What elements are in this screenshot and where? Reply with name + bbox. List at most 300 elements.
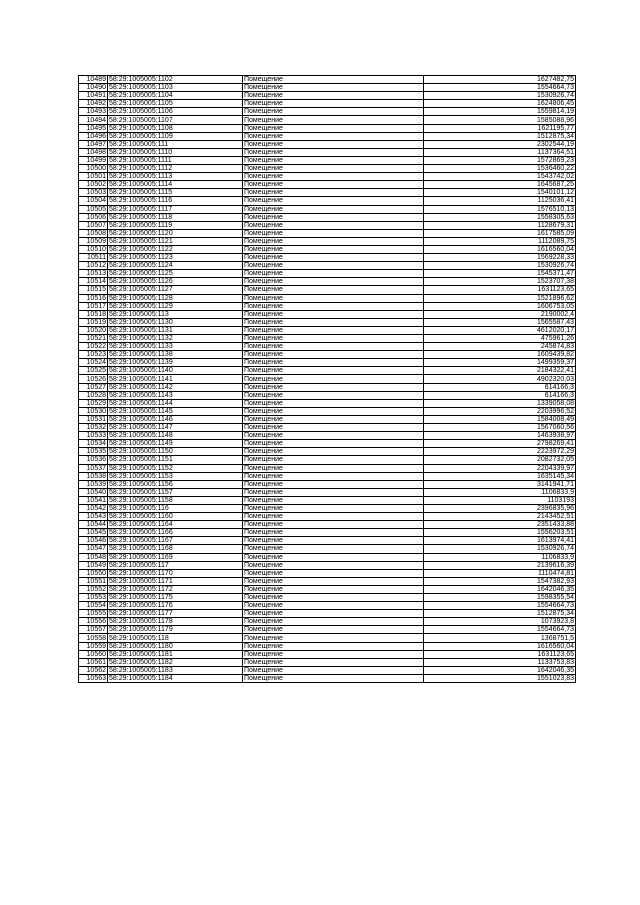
object-type-cell: Помещение [243,545,424,553]
cadastral-number-cell: 58:29:1005005:1144 [108,399,243,407]
cadastral-value-cell: 2223972,29 [424,448,576,456]
cadastral-number-cell: 58:29:1005005:1138 [108,351,243,359]
row-number-cell: 10495 [79,124,108,132]
table-row [79,521,576,529]
row-number-cell: 10503 [79,189,108,197]
object-type-cell: Помещение [243,407,424,415]
table-row [79,658,576,666]
cadastral-number-cell: 58:29:1005005:1127 [108,286,243,294]
cadastral-number-cell: 58:29:1005005:1120 [108,229,243,237]
object-type-cell: Помещение [243,156,424,164]
cadastral-value-cell: 1368751,5 [424,634,576,642]
cadastral-number-cell: 58:29:1005005:1148 [108,432,243,440]
cadastral-value-cell: 2204339,97 [424,464,576,472]
table-row [79,472,576,480]
cadastral-number-cell: 58:29:1005005:1119 [108,221,243,229]
row-number-cell: 10490 [79,84,108,92]
cadastral-number-cell: 58:29:1005005:1160 [108,513,243,521]
object-type-cell: Помещение [243,569,424,577]
object-type-cell: Помещение [243,76,424,84]
object-type-cell: Помещение [243,221,424,229]
row-number-cell: 10517 [79,302,108,310]
cadastral-value-cell: 1567060,56 [424,424,576,432]
row-number-cell: 10497 [79,140,108,148]
cadastral-number-cell: 58:29:1005005:1115 [108,189,243,197]
table-row [79,504,576,512]
table-row [79,318,576,326]
table-row [79,666,576,674]
object-type-cell: Помещение [243,108,424,116]
cadastral-value-cell: 1642046,35 [424,585,576,593]
object-type-cell: Помещение [243,302,424,310]
table-row [79,561,576,569]
row-number-cell: 10528 [79,391,108,399]
table-row [79,181,576,189]
cadastral-number-cell: 58:29:1005005:1146 [108,415,243,423]
table-row [79,270,576,278]
table-row [79,602,576,610]
cadastral-number-cell: 58:29:1005005:1180 [108,642,243,650]
row-number-cell: 10494 [79,116,108,124]
cadastral-value-cell: 1554664,73 [424,602,576,610]
row-number-cell: 10544 [79,521,108,529]
cadastral-value-cell: 1585088,96 [424,116,576,124]
object-type-cell: Помещение [243,173,424,181]
cadastral-value-cell: 2139616,39 [424,561,576,569]
object-type-cell: Помещение [243,594,424,602]
table-row [79,294,576,302]
cadastral-number-cell: 58:29:1005005:1141 [108,375,243,383]
cadastral-value-cell: 4902320,03 [424,375,576,383]
object-type-cell: Помещение [243,472,424,480]
cadastral-number-cell: 58:29:1005005:1105 [108,100,243,108]
cadastral-value-cell: 1584008,49 [424,415,576,423]
cadastral-value-cell: 1642046,35 [424,666,576,674]
row-number-cell: 10555 [79,610,108,618]
cadastral-number-cell: 58:29:1005005:1125 [108,270,243,278]
row-number-cell: 10510 [79,245,108,253]
object-type-cell: Помещение [243,140,424,148]
cadastral-number-cell: 58:29:1005005:1111 [108,156,243,164]
row-number-cell: 10524 [79,359,108,367]
object-type-cell: Помещение [243,634,424,642]
cadastral-number-cell: 58:29:1005005:1166 [108,529,243,537]
cadastral-number-cell: 58:29:1005005:1118 [108,213,243,221]
cadastral-value-cell: 1621195,77 [424,124,576,132]
cadastral-value-cell: 1073923,8 [424,618,576,626]
table-row [79,618,576,626]
table-row [79,262,576,270]
cadastral-number-cell: 58:29:1005005:116 [108,504,243,512]
cadastral-number-cell: 58:29:1005005:1178 [108,618,243,626]
table-row [79,116,576,124]
cadastral-value-cell: 1463938,97 [424,432,576,440]
cadastral-value-cell: 3141941,71 [424,480,576,488]
table-row [79,335,576,343]
cadastral-number-cell: 58:29:1005005:1126 [108,278,243,286]
table-row [79,221,576,229]
object-type-cell: Помещение [243,521,424,529]
cadastral-value-cell: 1627482,75 [424,76,576,84]
cadastral-value-cell: 1512875,34 [424,132,576,140]
row-number-cell: 10557 [79,626,108,634]
row-number-cell: 10537 [79,464,108,472]
row-number-cell: 10562 [79,666,108,674]
row-number-cell: 10534 [79,440,108,448]
table-row [79,585,576,593]
cadastral-value-cell: 2143452,51 [424,513,576,521]
cadastral-value-cell: 1545371,47 [424,270,576,278]
row-number-cell: 10542 [79,504,108,512]
row-number-cell: 10491 [79,92,108,100]
row-number-cell: 10530 [79,407,108,415]
cadastral-number-cell: 58:29:1005005:1130 [108,318,243,326]
table-row [79,569,576,577]
cadastral-value-cell: 1598355,54 [424,594,576,602]
row-number-cell: 10506 [79,213,108,221]
table-row [79,326,576,334]
object-type-cell: Помещение [243,602,424,610]
cadastral-number-cell: 58:29:1005005:1109 [108,132,243,140]
table-row [79,189,576,197]
row-number-cell: 10545 [79,529,108,537]
table-row [79,464,576,472]
table-row [79,642,576,650]
row-number-cell: 10508 [79,229,108,237]
table-row [79,359,576,367]
object-type-cell: Помещение [243,116,424,124]
cadastral-value-cell: 1512875,34 [424,610,576,618]
object-type-cell: Помещение [243,278,424,286]
row-number-cell: 10518 [79,310,108,318]
cadastral-number-cell: 58:29:1005005:1117 [108,205,243,213]
row-number-cell: 10501 [79,173,108,181]
object-type-cell: Помещение [243,84,424,92]
cadastral-number-cell: 58:29:1005005:1143 [108,391,243,399]
cadastral-number-cell: 58:29:1005005:1147 [108,424,243,432]
object-type-cell: Помещение [243,359,424,367]
cadastral-value-cell: 1521896,62 [424,294,576,302]
object-type-cell: Помещение [243,181,424,189]
table-row [79,480,576,488]
row-number-cell: 10519 [79,318,108,326]
table-row [79,132,576,140]
cadastral-value-cell: 1616560,04 [424,642,576,650]
registry-sheet [78,75,576,683]
cadastral-value-cell: 2302544,19 [424,140,576,148]
cadastral-number-cell: 58:29:1005005:1116 [108,197,243,205]
object-type-cell: Помещение [243,488,424,496]
cadastral-number-cell: 58:29:1005005:1183 [108,666,243,674]
table-row [79,254,576,262]
row-number-cell: 10560 [79,650,108,658]
row-number-cell: 10489 [79,76,108,84]
cadastral-value-cell: 614166,3 [424,391,576,399]
object-type-cell: Помещение [243,124,424,132]
cadastral-value-cell: 1499359,37 [424,359,576,367]
cadastral-value-cell: 1339058,08 [424,399,576,407]
object-type-cell: Помещение [243,537,424,545]
table-row [79,140,576,148]
row-number-cell: 10540 [79,488,108,496]
object-type-cell: Помещение [243,375,424,383]
cadastral-number-cell: 58:29:1005005:1133 [108,343,243,351]
cadastral-value-cell: 1617585,09 [424,229,576,237]
table-row [79,448,576,456]
row-number-cell: 10492 [79,100,108,108]
row-number-cell: 10558 [79,634,108,642]
row-number-cell: 10548 [79,553,108,561]
row-number-cell: 10514 [79,278,108,286]
row-number-cell: 10550 [79,569,108,577]
table-row [79,84,576,92]
cadastral-number-cell: 58:29:1005005:1113 [108,173,243,181]
table-row [79,367,576,375]
object-type-cell: Помещение [243,399,424,407]
row-number-cell: 10532 [79,424,108,432]
cadastral-value-cell: 1540101,12 [424,189,576,197]
cadastral-number-cell: 58:29:1005005:117 [108,561,243,569]
row-number-cell: 10547 [79,545,108,553]
row-number-cell: 10522 [79,343,108,351]
object-type-cell: Помещение [243,650,424,658]
table-row [79,399,576,407]
cadastral-number-cell: 58:29:1005005:1122 [108,245,243,253]
object-type-cell: Помещение [243,132,424,140]
cadastral-number-cell: 58:29:1005005:1171 [108,577,243,585]
cadastral-value-cell: 1106833,9 [424,488,576,496]
table-row [79,391,576,399]
cadastral-value-cell: 2203996,52 [424,407,576,415]
object-type-cell: Помещение [243,464,424,472]
row-number-cell: 10499 [79,156,108,164]
object-type-cell: Помещение [243,205,424,213]
row-number-cell: 10559 [79,642,108,650]
object-type-cell: Помещение [243,197,424,205]
table-row [79,302,576,310]
cadastral-number-cell: 58:29:1005005:1177 [108,610,243,618]
table-row [79,100,576,108]
object-type-cell: Помещение [243,626,424,634]
table-row [79,496,576,504]
cadastral-number-cell: 58:29:1005005:1182 [108,658,243,666]
object-type-cell: Помещение [243,262,424,270]
table-row [79,76,576,84]
table-row [79,286,576,294]
row-number-cell: 10535 [79,448,108,456]
cadastral-number-cell: 58:29:1005005:1131 [108,326,243,334]
object-type-cell: Помещение [243,310,424,318]
cadastral-number-cell: 58:29:1005005:1112 [108,165,243,173]
table-row [79,634,576,642]
object-type-cell: Помещение [243,326,424,334]
row-number-cell: 10512 [79,262,108,270]
table-row [79,626,576,634]
cadastral-value-cell: 1110474,81 [424,569,576,577]
cadastral-value-cell: 1106833,9 [424,553,576,561]
cadastral-number-cell: 58:29:1005005:1157 [108,488,243,496]
cadastral-value-cell: 1624806,45 [424,100,576,108]
cadastral-value-cell: 1133753,83 [424,658,576,666]
cadastral-value-cell: 1572869,23 [424,156,576,164]
cadastral-value-cell: 1609439,82 [424,351,576,359]
cadastral-number-cell: 58:29:1005005:1184 [108,674,243,682]
cadastral-value-cell: 1631123,65 [424,286,576,294]
table-row [79,343,576,351]
object-type-cell: Помещение [243,424,424,432]
cadastral-number-cell: 58:29:1005005:1167 [108,537,243,545]
object-type-cell: Помещение [243,92,424,100]
table-row [79,594,576,602]
table-row [79,610,576,618]
object-type-cell: Помещение [243,553,424,561]
cadastral-number-cell: 58:29:1005005:1124 [108,262,243,270]
cadastral-number-cell: 58:29:1005005:1102 [108,76,243,84]
table-row [79,407,576,415]
cadastral-value-cell: 1551023,83 [424,674,576,682]
row-number-cell: 10511 [79,254,108,262]
cadastral-number-cell: 58:29:1005005:1132 [108,335,243,343]
row-number-cell: 10526 [79,375,108,383]
cadastral-number-cell: 58:29:1005005:1158 [108,496,243,504]
object-type-cell: Помещение [243,642,424,650]
object-type-cell: Помещение [243,286,424,294]
cadastral-number-cell: 58:29:1005005:1123 [108,254,243,262]
object-type-cell: Помещение [243,440,424,448]
cadastral-number-cell: 58:29:1005005:1140 [108,367,243,375]
cadastral-value-cell: 1536460,22 [424,165,576,173]
cadastral-value-cell: 1523707,38 [424,278,576,286]
cadastral-number-cell: 58:29:1005005:1121 [108,237,243,245]
table-row [79,537,576,545]
row-number-cell: 10509 [79,237,108,245]
cadastral-number-cell: 58:29:1005005:1164 [108,521,243,529]
table-row [79,456,576,464]
row-number-cell: 10538 [79,472,108,480]
row-number-cell: 10507 [79,221,108,229]
table-row [79,237,576,245]
cadastral-value-cell: 475961,26 [424,335,576,343]
object-type-cell: Помещение [243,367,424,375]
object-type-cell: Помещение [243,100,424,108]
cadastral-value-cell: 1558305,63 [424,213,576,221]
row-number-cell: 10551 [79,577,108,585]
object-type-cell: Помещение [243,480,424,488]
cadastral-value-cell: 4612020,17 [424,326,576,334]
cadastral-number-cell: 58:29:1005005:1175 [108,594,243,602]
object-type-cell: Помещение [243,674,424,682]
cadastral-value-cell: 1569228,33 [424,254,576,262]
row-number-cell: 10541 [79,496,108,504]
row-number-cell: 10543 [79,513,108,521]
row-number-cell: 10552 [79,585,108,593]
cadastral-value-cell: 1128679,31 [424,221,576,229]
cadastral-value-cell: 1543742,02 [424,173,576,181]
row-number-cell: 10525 [79,367,108,375]
cadastral-value-cell: 1559814,19 [424,108,576,116]
object-type-cell: Помещение [243,529,424,537]
cadastral-value-cell: 1556203,51 [424,529,576,537]
object-type-cell: Помещение [243,351,424,359]
cadastral-value-cell: 245874,83 [424,343,576,351]
cadastral-number-cell: 58:29:1005005:1176 [108,602,243,610]
cadastral-value-cell: 2082732,05 [424,456,576,464]
cadastral-number-cell: 58:29:1005005:1110 [108,148,243,156]
row-number-cell: 10493 [79,108,108,116]
cadastral-number-cell: 58:29:1005005:1153 [108,472,243,480]
table-row [79,383,576,391]
table-row [79,173,576,181]
cadastral-value-cell: 1554664,73 [424,626,576,634]
object-type-cell: Помещение [243,383,424,391]
object-type-cell: Помещение [243,254,424,262]
cadastral-value-cell: 2351433,88 [424,521,576,529]
row-number-cell: 10520 [79,326,108,334]
row-number-cell: 10539 [79,480,108,488]
object-type-cell: Помещение [243,189,424,197]
table-row [79,553,576,561]
row-number-cell: 10504 [79,197,108,205]
cadastral-value-cell: 1616560,04 [424,245,576,253]
cadastral-number-cell: 58:29:1005005:1181 [108,650,243,658]
cadastral-number-cell: 58:29:1005005:1114 [108,181,243,189]
table-row [79,577,576,585]
cadastral-value-cell: 1565587,43 [424,318,576,326]
cadastral-value-cell: 1613974,41 [424,537,576,545]
object-type-cell: Помещение [243,415,424,423]
cadastral-value-cell: 1137364,51 [424,148,576,156]
table-row [79,148,576,156]
object-type-cell: Помещение [243,504,424,512]
row-number-cell: 10554 [79,602,108,610]
table-row [79,197,576,205]
table-row [79,488,576,496]
row-number-cell: 10563 [79,674,108,682]
cadastral-number-cell: 58:29:1005005:118 [108,634,243,642]
table-row [79,92,576,100]
table-row [79,310,576,318]
cadastral-value-cell: 1547382,93 [424,577,576,585]
row-number-cell: 10529 [79,399,108,407]
object-type-cell: Помещение [243,496,424,504]
cadastral-number-cell: 58:29:1005005:1152 [108,464,243,472]
row-number-cell: 10549 [79,561,108,569]
cadastral-value-cell: 2798269,41 [424,440,576,448]
object-type-cell: Помещение [243,610,424,618]
object-type-cell: Помещение [243,335,424,343]
object-type-cell: Помещение [243,658,424,666]
table-row [79,545,576,553]
cadastral-value-cell: 2190002,4 [424,310,576,318]
table-row [79,278,576,286]
cadastral-value-cell: 1125036,41 [424,197,576,205]
object-type-cell: Помещение [243,456,424,464]
table-row [79,432,576,440]
object-type-cell: Помещение [243,148,424,156]
row-number-cell: 10533 [79,432,108,440]
table-row [79,375,576,383]
object-type-cell: Помещение [243,229,424,237]
row-number-cell: 10515 [79,286,108,294]
table-row [79,351,576,359]
row-number-cell: 10502 [79,181,108,189]
object-type-cell: Помещение [243,585,424,593]
cadastral-number-cell: 58:29:1005005:1149 [108,440,243,448]
cadastral-value-cell: 1635145,34 [424,472,576,480]
table-row [79,165,576,173]
table-row [79,245,576,253]
cadastral-number-cell: 58:29:1005005:1107 [108,116,243,124]
